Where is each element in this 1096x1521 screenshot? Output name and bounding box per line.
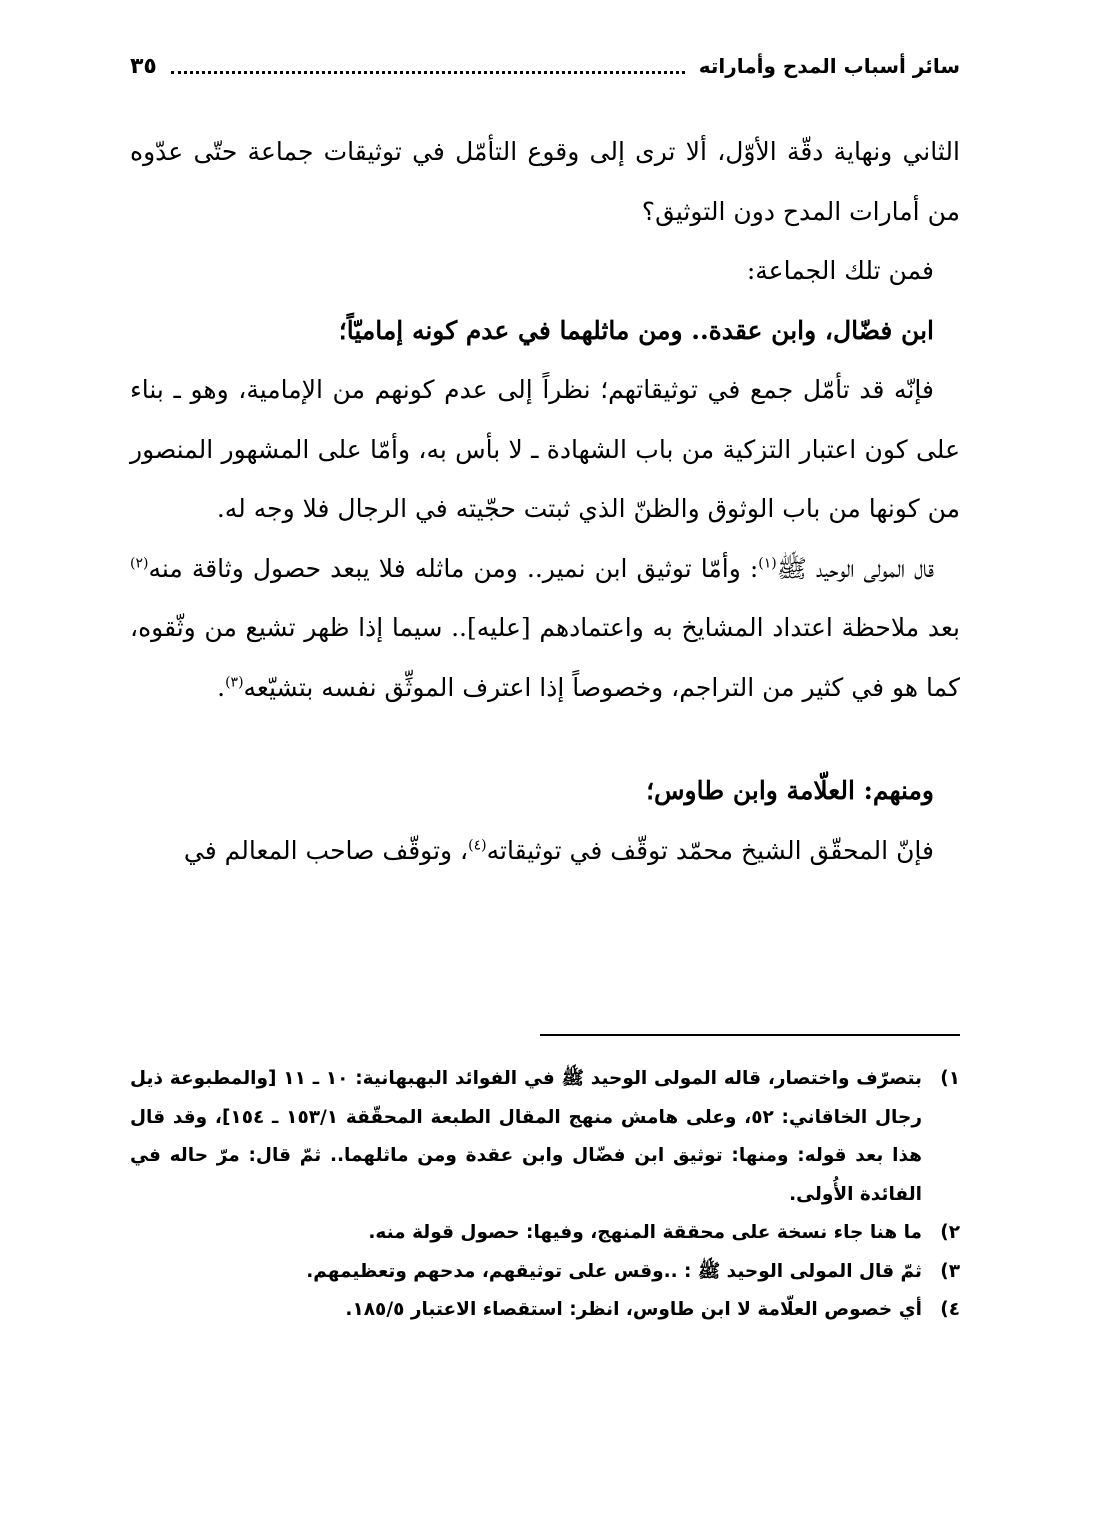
paragraph-7-part-b: ، وتوقّف صاحب المعالم في bbox=[183, 835, 469, 865]
footnote-text: ثمّ قال المولى الوحيد ﷺ : ..وقس على توثيقهم، مدحهم وتعظيمهم. bbox=[306, 1260, 922, 1282]
paragraph-3-heading: ابن فضّال، وابن عقدة.. ومن ماثلهما في عدم كونه إماميّاً؛ bbox=[338, 315, 934, 345]
running-header bbox=[130, 46, 960, 86]
footnote-number: ١) bbox=[940, 1068, 960, 1089]
footnotes bbox=[130, 1060, 960, 1330]
main-text bbox=[130, 122, 960, 880]
page-number: ٣٥ bbox=[130, 53, 157, 79]
paragraph-6-heading: ومنهم: العلّامة وابن طاوس؛ bbox=[646, 776, 934, 805]
paragraph-5-part-c: بعد ملاحظة اعتداد المشايخ به واعتمادهم [عليه].. سيما إذا ظهر تشيع من وثّقوه، كما هو في كثير من التراجم، وخصوصاً إذا اعترف الموثِّق نفسه بتشيّعه bbox=[130, 613, 960, 702]
paragraph-7-part-a: فإنّ المحقّق الشيخ محمّد توقّف في توثيقاته bbox=[486, 835, 934, 865]
running-header-title: سائر أسباب المدح وأماراته bbox=[698, 54, 960, 78]
footnote-ref-3[interactable]: (٣) bbox=[225, 674, 244, 691]
paragraph-4: فإنّه قد تأمّل جمع في توثيقاتهم؛ نظراً إلى عدم كونهم من الإمامية، وهو ـ بناء على كون اعتبار التزكية من باب الشهادة ـ لا بأس به، وأمّا على المشهور المنصور من كونها من باب الوثوق والظنّ الذي ثبتت حجّيته في الرجال فلا وجه له. bbox=[130, 375, 960, 523]
paragraph-7 bbox=[130, 821, 960, 881]
paragraph-5-part-a: قال المولى الوحيد ﷺ bbox=[776, 553, 935, 583]
footnote-2 bbox=[130, 1214, 960, 1253]
paragraph-2: فمن تلك الجماعة: bbox=[746, 256, 934, 285]
footnote-3 bbox=[130, 1253, 960, 1292]
footnote-separator bbox=[540, 1034, 960, 1036]
footnote-number: ٣) bbox=[940, 1260, 960, 1282]
footnote-number: ٤) bbox=[940, 1299, 960, 1320]
header-dotted-leader bbox=[171, 71, 685, 74]
footnote-ref-2[interactable]: (٢) bbox=[130, 555, 149, 572]
footnote-ref-1[interactable]: (١) bbox=[758, 555, 777, 572]
footnote-ref-4[interactable]: (٤) bbox=[468, 837, 487, 854]
footnote-text: بتصرّف واختصار، قاله المولى الوحيد ﷺ في الفوائد البهبهانية: ١٠ ـ ١١ [والمطبوعة ذيل رجال الخاقاني: ٥٢، وعلى هامش منهج المقال الطبعة المحقّقة ١٥٣/١ ـ ١٥٤]، وقد قال هذا بعد قوله: ومنها: توثيق ابن فضّال وابن عقدة ومن ماثلهما.. ثمّ قال: مرّ حاله في الفائدة الأُولى. bbox=[130, 1068, 922, 1205]
paragraph-1: الثاني ونهاية دقّة الأوّل، ألا ترى إلى وقوع التأمّل في توثيقات جماعة حتّى عدّوه من أمارات المدح دون التوثيق؟ bbox=[130, 137, 960, 226]
footnote-text: أي خصوص العلّامة لا ابن طاوس، انظر: استقصاء الاعتبار ١٨٥/٥. bbox=[345, 1299, 922, 1320]
paragraph-gap bbox=[130, 717, 960, 761]
book-page bbox=[130, 40, 960, 1500]
paragraph-5-part-d: . bbox=[217, 672, 226, 702]
footnote-number: ٢) bbox=[940, 1222, 960, 1243]
paragraph-5-part-b: : وأمّا توثيق ابن نمير.. ومن ماثله فلا يبعد حصول وثاقة منه bbox=[148, 553, 759, 583]
footnote-text: ما هنا جاء نسخة على محققة المنهج، وفيها: حصول قولة منه. bbox=[368, 1222, 922, 1243]
paragraph-5 bbox=[130, 539, 960, 718]
footnote-1 bbox=[130, 1060, 960, 1214]
footnote-4 bbox=[130, 1291, 960, 1330]
